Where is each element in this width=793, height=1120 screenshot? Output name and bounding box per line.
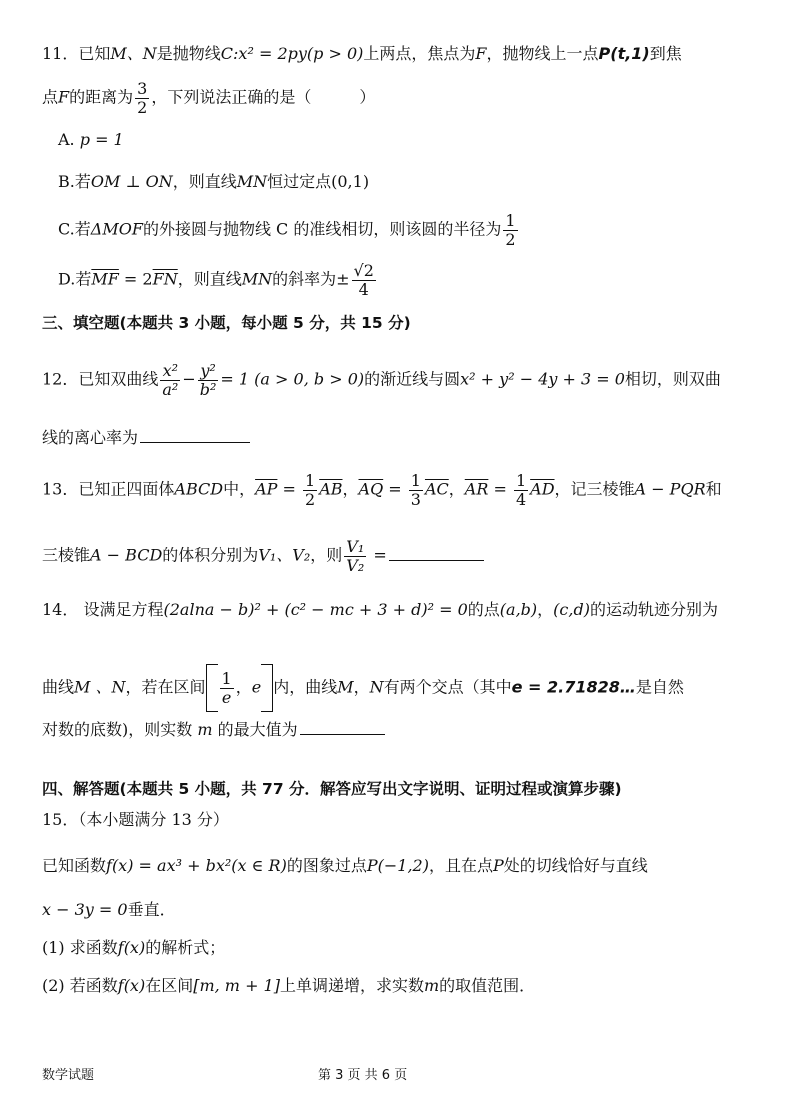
q11-line2: [42, 80, 753, 116]
text: 的体积分别为: [162, 545, 259, 565]
denominator: e: [221, 687, 232, 707]
text: ，且在点: [428, 856, 493, 875]
text: 相切，则双曲: [624, 369, 721, 389]
text: 线的离心率为: [42, 428, 139, 447]
numerator: √2: [353, 261, 374, 280]
q11-option-d: [58, 262, 753, 298]
math: MN: [236, 172, 268, 191]
math: ΔMOF: [90, 219, 143, 239]
q11-number: 11．: [42, 44, 79, 63]
q12-line2: [42, 428, 753, 447]
label: D.: [58, 269, 76, 289]
vector: $\overline{FN}$: [152, 269, 178, 289]
q11-option-a: [58, 130, 753, 149]
text: 三棱锥: [42, 545, 91, 565]
text: 的解析式；: [145, 938, 226, 957]
math: m: [424, 976, 440, 995]
numerator: 1: [221, 668, 232, 688]
answer-blank[interactable]: [140, 441, 250, 443]
text: 若: [74, 172, 91, 191]
fraction-sqrt2-4: [352, 262, 376, 298]
numerator: x²: [160, 362, 180, 381]
fraction-1-e: [220, 670, 234, 706]
text: 点: [42, 87, 59, 107]
math: A − BCD: [90, 545, 163, 565]
text: ，: [235, 677, 252, 697]
denominator: b²: [199, 379, 217, 399]
text: 已知正四面体: [78, 479, 175, 499]
text: 的距离为: [69, 87, 134, 107]
math: P(t,1): [598, 44, 650, 63]
math: = 1 (a > 0, b > 0): [220, 369, 365, 389]
text: 在区间: [145, 976, 194, 995]
math: M 、N: [74, 677, 126, 697]
section-4-title: 四、解答题(本题共 5 小题，共 77 分．解答应写出文字说明、证明过程或演算步骤): [42, 780, 622, 798]
text: 中，: [223, 479, 256, 499]
text: 曲线: [42, 677, 75, 697]
math: ABCD: [174, 479, 224, 499]
math: x² + y² − 4y + 3 = 0: [460, 369, 625, 389]
math: f(x): [117, 976, 146, 995]
numerator: 1: [410, 471, 421, 490]
fraction-v1-v2: [344, 538, 366, 574]
text: 恒过定点: [267, 172, 332, 191]
text: 到焦: [649, 44, 682, 63]
text: 的最大值为: [217, 720, 298, 739]
math: e: [251, 677, 262, 697]
fraction-1-2: [503, 212, 517, 248]
answer-blank[interactable]: [389, 559, 484, 561]
text: 是抛物线: [156, 44, 221, 63]
q14-number: 14．: [42, 600, 79, 619]
denominator: V₂: [346, 555, 365, 575]
denominator: 3: [410, 489, 421, 509]
vector: $\overline{MF}$: [91, 269, 119, 289]
text: (2) 若函数: [42, 976, 118, 995]
footer-page-number: 第 3 页 共 6 页: [318, 1068, 408, 1083]
denominator: 2: [505, 229, 516, 249]
text: ，若在区间: [125, 677, 206, 697]
label: B.: [58, 172, 75, 191]
text: 内，曲线: [273, 677, 338, 697]
text: 有两个交点（其中: [383, 677, 512, 697]
math: f(x) = ax³ + bx²(x ∈ R): [106, 856, 287, 875]
text: 上单调递增，求实数: [279, 976, 424, 995]
vector: $\overline{AR}$: [464, 479, 489, 499]
math: = 2: [118, 269, 153, 289]
numerator: V₁: [346, 537, 365, 556]
text: ，下列说法正确的是（ ）: [151, 87, 376, 107]
fraction-1-4: [514, 472, 528, 508]
math: V₁、V₂: [258, 545, 311, 565]
text: 和: [705, 479, 722, 499]
math: N: [369, 677, 384, 697]
text: ，则: [310, 545, 343, 565]
math: x − 3y = 0: [42, 900, 128, 919]
math: −: [182, 369, 196, 389]
math: (2alna − b)² + (c² − mc + 3 + d)² = 0: [163, 600, 468, 619]
text: 的斜率为±: [272, 269, 350, 289]
text: 垂直．: [127, 900, 176, 919]
numerator: 3: [137, 79, 148, 98]
vector: $\overline{AQ}$: [358, 479, 384, 499]
q13-number: 13．: [42, 479, 79, 499]
fraction-y2-b2: [198, 362, 219, 398]
denominator: a²: [162, 379, 179, 399]
text: ，: [448, 479, 465, 499]
q14-line2: [42, 664, 753, 712]
math: M、N: [110, 44, 157, 63]
vector: $\overline{AC}$: [424, 479, 449, 499]
numerator: 1: [505, 211, 516, 230]
fraction-1-3: [409, 472, 423, 508]
math: =: [368, 545, 387, 565]
q11-line1: [42, 44, 753, 63]
denominator: 2: [137, 97, 148, 117]
fraction-1-2: [303, 472, 317, 508]
math: =: [488, 479, 512, 499]
math: f(x): [117, 938, 146, 957]
vector: $\overline{AB}$: [319, 479, 343, 499]
text: 的运动轨迹分别为: [589, 600, 718, 619]
math: P(−1,2): [366, 856, 429, 875]
q13-line2: [42, 538, 753, 574]
text: ，则直线: [172, 172, 237, 191]
q15-line2: [42, 900, 753, 919]
q11-option-b: [58, 172, 753, 191]
q12-line1: [42, 362, 753, 398]
text: 上两点，焦点为: [363, 44, 476, 63]
denominator: 2: [305, 489, 316, 509]
text: 已知: [78, 44, 111, 63]
math: M: [337, 677, 354, 697]
math: OM ⊥ ON: [90, 172, 173, 191]
math: p = 1: [79, 130, 124, 149]
text: 对数的底数)，则实数: [42, 720, 193, 739]
q15-subq1: [42, 938, 753, 957]
math: F: [475, 44, 487, 63]
text: 的外接圆与抛物线 C 的准线相切，则该圆的半径为: [142, 219, 502, 239]
text: 是自然: [635, 677, 684, 697]
footer-subject: 数学试题: [42, 1068, 95, 1083]
math: (c,d): [553, 600, 590, 619]
text: 的点: [467, 600, 500, 619]
math: F: [58, 87, 70, 107]
text: ，: [353, 677, 370, 697]
text: 处的切线恰好与直线: [503, 856, 648, 875]
q15-subq2: [42, 976, 753, 995]
text: ，记三棱锥: [554, 479, 635, 499]
q12-number: 12．: [42, 369, 79, 389]
math: P: [492, 856, 504, 875]
q15-header: 15．（本小题满分 13 分）: [42, 810, 229, 829]
text: ，抛物线上一点: [486, 44, 599, 63]
text: 设满足方程: [83, 600, 164, 619]
text: ，则直线: [177, 269, 242, 289]
math: (0,1): [331, 172, 370, 191]
answer-blank[interactable]: [300, 733, 385, 735]
q11-option-c: [58, 212, 753, 248]
text: 的图象过点: [286, 856, 367, 875]
text: (1) 求函数: [42, 938, 118, 957]
text: 已知双曲线: [78, 369, 159, 389]
math: e = 2.71828…: [511, 677, 636, 697]
math: =: [383, 479, 407, 499]
vector: $\overline{AD}$: [530, 479, 555, 499]
q14-line1: [42, 600, 753, 619]
text: 若: [74, 219, 91, 239]
math: [m, m + 1]: [193, 976, 280, 995]
label: A.: [58, 130, 75, 149]
denominator: 4: [358, 279, 369, 299]
text: 已知函数: [42, 856, 107, 875]
q14-line3: [42, 720, 753, 739]
math: A − PQR: [634, 479, 706, 499]
bracket-right: [261, 664, 273, 712]
denominator: 4: [515, 489, 527, 509]
text: 若: [75, 269, 92, 289]
label: C.: [58, 219, 75, 239]
math: =: [277, 479, 301, 499]
math: (a,b): [499, 600, 538, 619]
vector: $\overline{AP}$: [255, 479, 278, 499]
math: C:x² = 2py(p > 0): [220, 44, 364, 63]
bracket-left: [206, 664, 218, 712]
numerator: 1: [305, 471, 316, 490]
q15-line1: [42, 856, 753, 875]
text: ，: [537, 600, 554, 619]
fraction-x2-a2: [160, 362, 180, 398]
math: MN: [241, 269, 273, 289]
text: 的渐近线与圆: [364, 369, 461, 389]
text: ，: [342, 479, 359, 499]
numerator: 1: [515, 471, 527, 490]
math: m: [197, 720, 213, 739]
q13-line1: [42, 472, 753, 508]
section-3-title: 三、填空题(本题共 3 小题，每小题 5 分，共 15 分): [42, 314, 411, 332]
numerator: y²: [198, 362, 219, 381]
text: 的取值范围．: [439, 976, 536, 995]
fraction-3-2: [135, 80, 149, 116]
